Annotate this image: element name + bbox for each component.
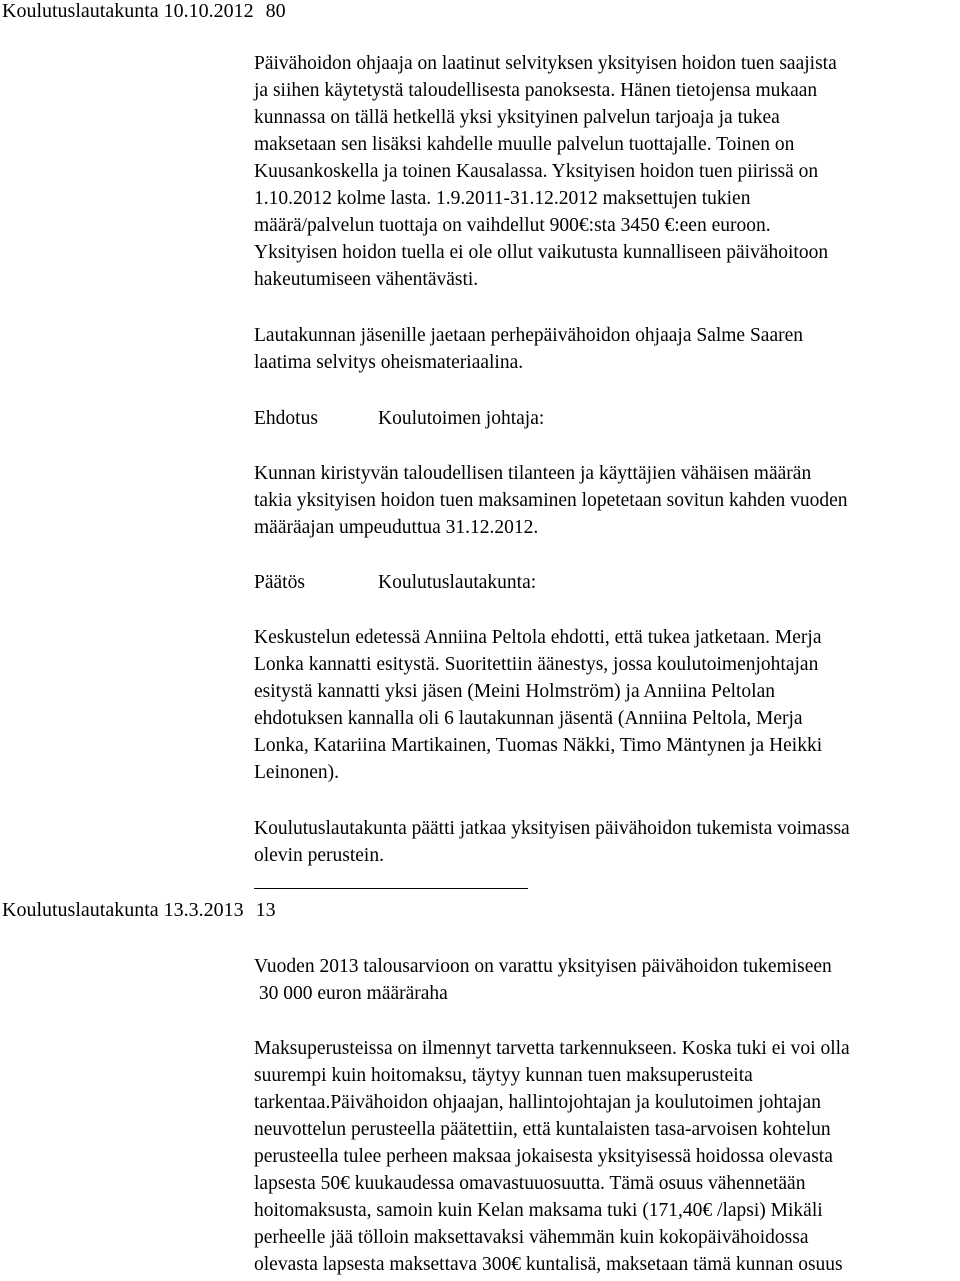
text-line: perusteella tulee perheen maksaa jokaisesta yksityisessä hoidossa olevasta — [254, 1146, 833, 1167]
text-line: suurempi kuin hoitomaksu, täytyy kunnan tuen maksuperusteita — [254, 1065, 753, 1086]
decision-row — [254, 569, 536, 596]
text-line: määrä/palvelun tuottaja on vaihdellut 900€:sta 3450 €:een euroon. — [254, 215, 771, 236]
text-line: hoitomaksusta, samoin kuin Kelan maksama tuki (171,40€ /lapsi) Mikäli — [254, 1200, 823, 1221]
text-line: neuvottelun perusteella päätettiin, että kuntalaisten tasa-arvoisen kohtelun — [254, 1119, 831, 1140]
text-line: ja siihen käytetystä taloudellisesta panoksesta. Hänen tietojensa mukaan — [254, 80, 818, 101]
proposal-label: Ehdotus — [254, 408, 318, 429]
text-line: Leinonen). — [254, 762, 340, 783]
text-line: 30 000 euron määräraha — [254, 983, 448, 1004]
text-line: esitystä kannatti yksi jäsen (Meini Holmström) ja Anniina Peltolan — [254, 681, 776, 702]
text-line: olevasta lapsesta maksettava 300€ kuntalisä, maksetaan tämä kunnan osuus — [254, 1254, 843, 1275]
text-line: Yksityisen hoidon tuella ei ole ollut vaikutusta kunnalliseen päivähoitoon — [254, 242, 829, 263]
decision-by: Koulutuslautakunta: — [378, 572, 537, 593]
meeting-header-2012 — [2, 0, 286, 25]
proposal-by: Koulutoimen johtaja: — [378, 408, 545, 429]
text-line: laatima selvitys oheismateriaalina. — [254, 352, 524, 373]
proposal-paragraph — [254, 460, 958, 541]
text-line: Koulutuslautakunta päätti jatkaa yksityisen päivähoidon tukemista voimassa — [254, 818, 850, 839]
meeting-header-text: Koulutuslautakunta 10.10.2012 — [2, 0, 254, 22]
text-line: 1.10.2012 kolme lasta. 1.9.2011-31.12.2012 maksettujen tukien — [254, 188, 751, 209]
text-line: perheelle jää tölloin maksettavaksi vähemmän kuin kokopäivähoidossa — [254, 1227, 809, 1248]
text-line: tarkentaa.Päivähoidon ohjaajan, hallintojohtajan ja koulutoimen johtajan — [254, 1092, 821, 1113]
discussion-paragraph — [254, 624, 958, 786]
budget-paragraph — [254, 953, 958, 1007]
text-line: Lonka kannatti esitystä. Suoritettiin äänestys, jossa koulutoimenjohtajan — [254, 654, 819, 675]
text-line: ehdotuksen kannalla oli 6 lautakunnan jäsentä (Anniina Peltola, Merja — [254, 708, 803, 729]
text-line: Kunnan kiristyvän taloudellisen tilanteen ja käyttäjien vähäisen määrän — [254, 463, 812, 484]
meeting-header-2013 — [2, 896, 276, 924]
payment-basis-paragraph — [254, 1035, 958, 1278]
section-number: 13 — [255, 899, 276, 921]
section-number: 80 — [265, 0, 286, 22]
text-line: Maksuperusteissa on ilmennyt tarvetta tarkennukseen. Koska tuki ei voi olla — [254, 1038, 850, 1059]
text-line: kunnassa on tällä hetkellä yksi yksityinen palvelun tarjoaja ja tukea — [254, 107, 780, 128]
section-divider — [254, 888, 528, 889]
text-line: maksetaan sen lisäksi kahdelle muulle palvelun tuottajalle. Toinen on — [254, 134, 795, 155]
text-line: olevin perustein. — [254, 845, 384, 866]
text-line: määräajan umpeuduttua 31.12.2012. — [254, 517, 539, 538]
text-line: Lautakunnan jäsenille jaetaan perhepäivähoidon ohjaaja Salme Saaren — [254, 325, 804, 346]
report-paragraph — [254, 50, 958, 293]
text-line: Vuoden 2013 talousarvioon on varattu yksityisen päivähoidon tukemiseen — [254, 956, 832, 977]
text-line: lapsesta 50€ kuukaudessa omavastuuosuutta. Tämä osuus vähennetään — [254, 1173, 806, 1194]
text-line: Keskustelun edetessä Anniina Peltola ehdotti, että tukea jatketaan. Merja — [254, 627, 822, 648]
decision-paragraph — [254, 815, 958, 869]
text-line: Lonka, Katariina Martikainen, Tuomas Näkki, Timo Mäntynen ja Heikki — [254, 735, 823, 756]
text-line: Päivähoidon ohjaaja on laatinut selvityksen yksityisen hoidon tuen saajista — [254, 53, 837, 74]
attachment-paragraph — [254, 322, 958, 376]
decision-label: Päätös — [254, 572, 305, 593]
meeting-header-text: Koulutuslautakunta 13.3.2013 — [2, 899, 244, 921]
proposal-row — [254, 405, 544, 432]
text-line: takia yksityisen hoidon tuen maksaminen lopetetaan sovitun kahden vuoden — [254, 490, 848, 511]
text-line: Kuusankoskella ja toinen Kausalassa. Yksityisen hoidon tuen piirissä on — [254, 161, 819, 182]
text-line: hakeutumiseen vähentävästi. — [254, 269, 479, 290]
